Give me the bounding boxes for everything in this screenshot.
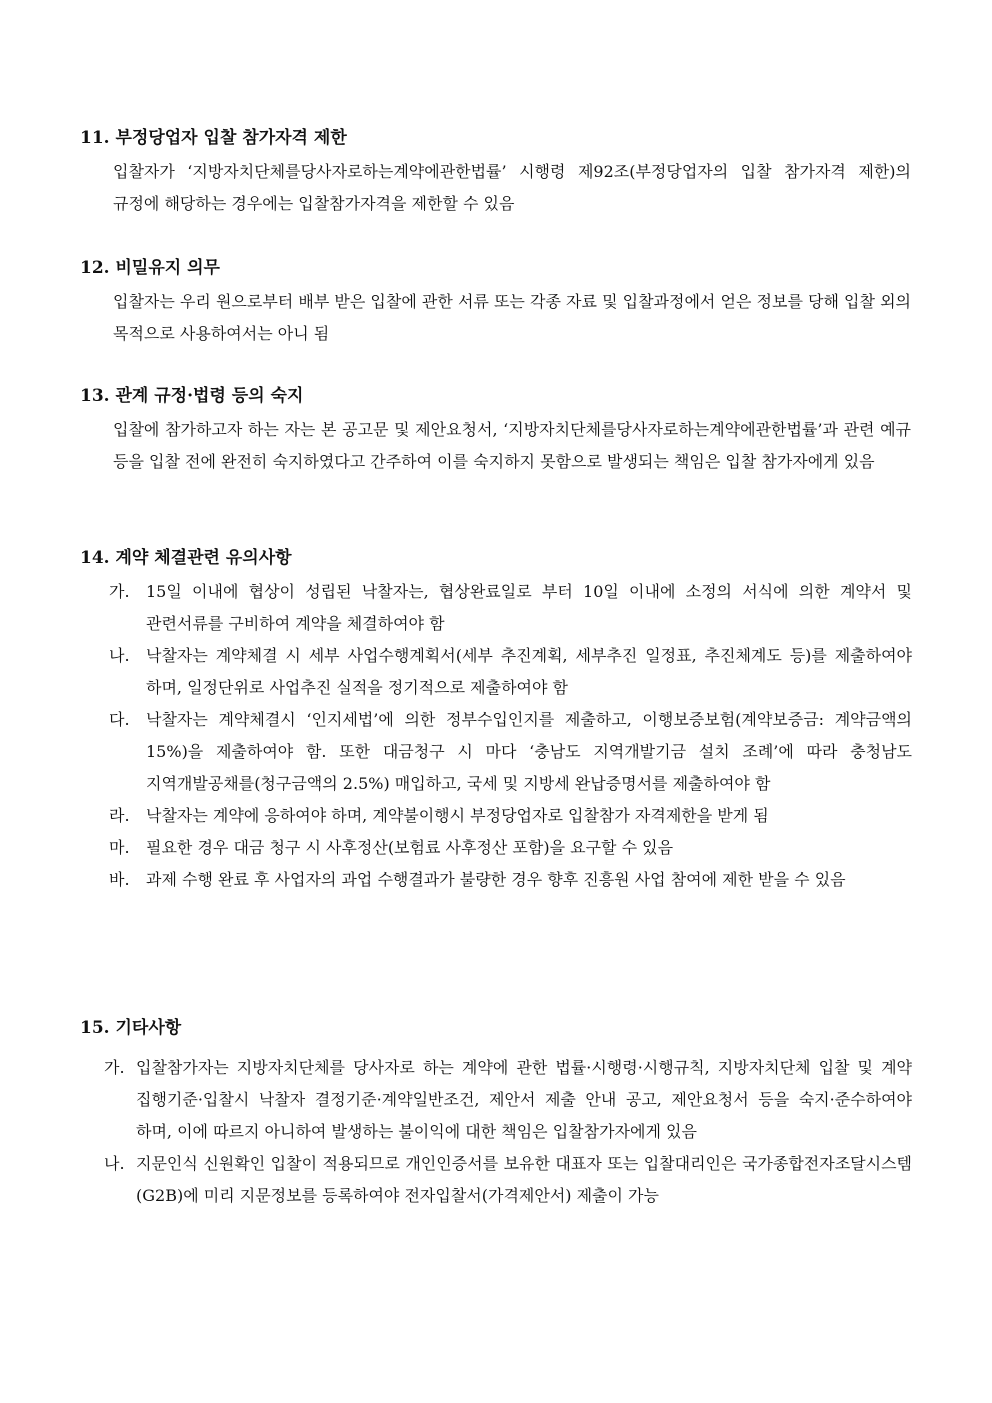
section-heading: 15. 기타사항 (80, 1018, 182, 1038)
item-marker: 바. (109, 870, 130, 889)
section-heading: 13. 관계 규정·법령 등의 숙지 (80, 386, 304, 406)
section-heading: 14. 계약 체결관련 유의사항 (80, 548, 292, 568)
item-marker: 다. (109, 710, 130, 729)
section-body: 입찰에 참가하고자 하는 자는 본 공고문 및 제안요청서, ‘지방자치단체를당사자로하는계약에관한법률’과 관련 예규 등을 입찰 전에 완전히 숙지하였다고 간주하여 이를 숙지하지 못함으로 발생되는 책임은 입찰 참가자에게 있음 (113, 420, 911, 471)
section-heading: 11. 부정당업자 입찰 참가자격 제한 (80, 128, 347, 148)
section-13 (80, 384, 912, 478)
section-11 (80, 126, 912, 220)
item-marker: 라. (109, 806, 130, 825)
item-marker: 나. (109, 646, 130, 665)
list-item (109, 704, 912, 800)
item-marker: 가. (109, 582, 130, 601)
section-body: 입찰자는 우리 원으로부터 배부 받은 입찰에 관한 서류 또는 각종 자료 및 입찰과정에서 얻은 정보를 당해 입찰 외의 목적으로 사용하여서는 아니 됨 (113, 292, 911, 343)
item-text: 필요한 경우 대금 청구 시 사후정산(보험료 사후정산 포함)을 요구할 수 있음 (146, 838, 674, 857)
section-body: 입찰자가 ‘지방자치단체를당사자로하는계약에관한법률’ 시행령 제92조(부정당업자의 입찰 참가자격 제한)의 규정에 해당하는 경우에는 입찰참가자격을 제한할 수 있음 (113, 162, 911, 213)
section-12 (80, 256, 912, 350)
item-text: 입찰참가자는 지방자치단체를 당사자로 하는 계약에 관한 법률·시행령·시행규칙, 지방자치단체 입찰 및 계약 집행기준·입찰시 낙찰자 결정기준·계약일반조건, 제안서 제출 안내 공고, 제안요청서 등을 숙지·준수하여야 하며, 이에 따르지 아니하여 발생하는 불이익에 대한 책임은 입찰참가자에게 있음 (136, 1058, 912, 1141)
list-item (109, 640, 912, 704)
item-text: 낙찰자는 계약체결시 ‘인지세법’에 의한 정부수입인지를 제출하고, 이행보증보험(계약보증금: 계약금액의 15%)을 제출하여야 함. 또한 대금청구 시 마다 ‘충남도 지역개발기금 설치 조례’에 따라 충청남도 지역개발공채를(청구금액의 2.5%) 매입하고, 국세 및 지방세 완납증명서를 제출하여야 함 (146, 710, 912, 793)
list-item (109, 576, 912, 640)
item-text: 지문인식 신원확인 입찰이 적용되므로 개인인증서를 보유한 대표자 또는 입찰대리인은 국가종합전자조달시스템(G2B)에 미리 지문정보를 등록하여야 전자입찰서(가격제안서) 제출이 가능 (136, 1154, 912, 1205)
item-text: 과제 수행 완료 후 사업자의 과업 수행결과가 불량한 경우 향후 진흥원 사업 참여에 제한 받을 수 있음 (146, 870, 846, 889)
item-marker: 마. (109, 838, 130, 857)
item-text: 낙찰자는 계약체결 시 세부 사업수행계획서(세부 추진계획, 세부추진 일정표, 추진체계도 등)를 제출하여야 하며, 일정단위로 사업추진 실적을 정기적으로 제출하여야 함 (146, 646, 912, 697)
list-item (109, 800, 912, 832)
item-list (80, 576, 912, 896)
list-item (104, 1052, 912, 1148)
list-item (109, 832, 912, 864)
section-15 (80, 1016, 912, 1212)
item-marker: 나. (104, 1154, 125, 1173)
list-item (109, 864, 912, 896)
section-14 (80, 546, 912, 896)
section-heading: 12. 비밀유지 의무 (80, 258, 220, 278)
list-item (104, 1148, 912, 1212)
item-text: 15일 이내에 협상이 성립된 낙찰자는, 협상완료일로 부터 10일 이내에 소정의 서식에 의한 계약서 및 관련서류를 구비하여 계약을 체결하여야 함 (146, 582, 912, 633)
item-list (80, 1052, 912, 1212)
item-marker: 가. (104, 1058, 125, 1077)
item-text: 낙찰자는 계약에 응하여야 하며, 계약불이행시 부정당업자로 입찰참가 자격제한을 받게 됨 (146, 806, 769, 825)
